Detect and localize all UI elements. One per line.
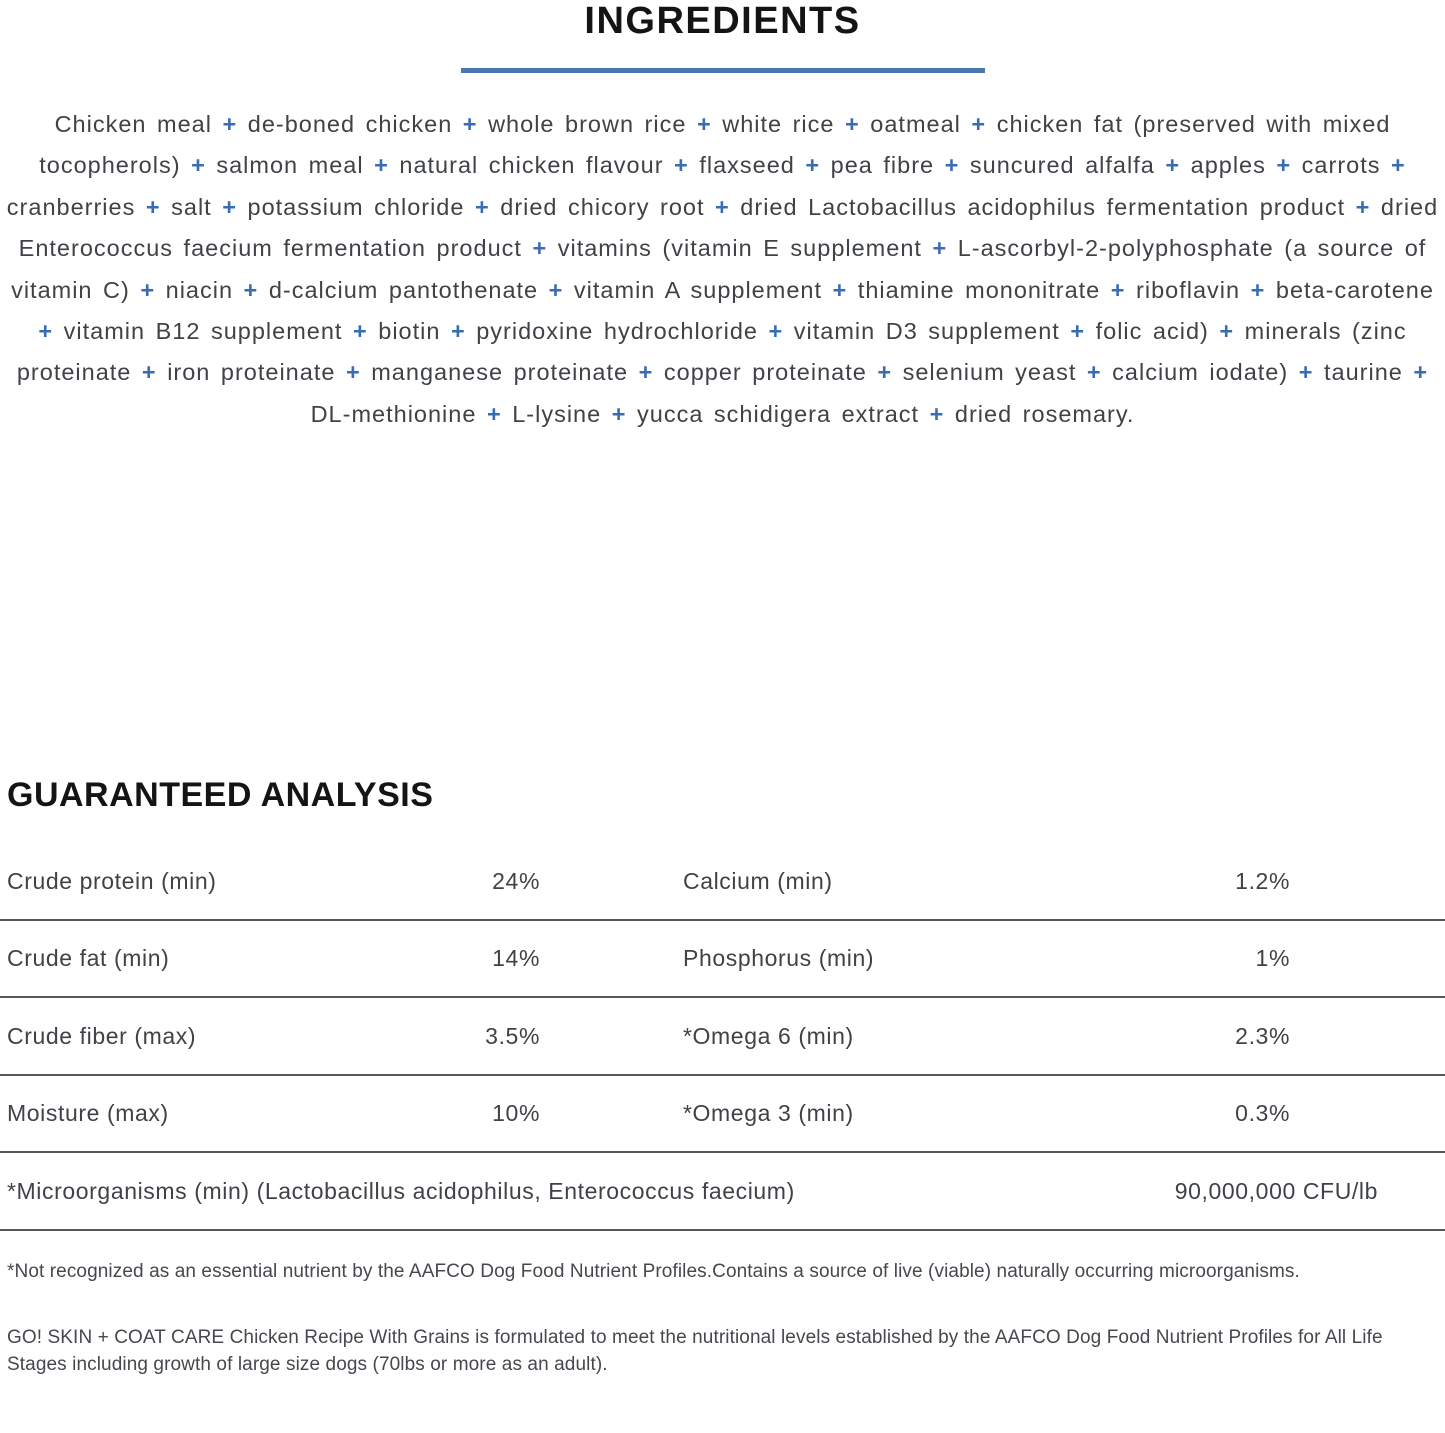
- footnote-formulation: GO! SKIN + COAT CARE Chicken Recipe With Grains is formulated to meet the nutritional levels established by the AAFCO Dog Food Nutrient Profiles for All Life Stages including growth of large size dogs (70lbs or more as an adult).: [7, 1326, 1383, 1376]
- plus-separator-icon: +: [452, 111, 489, 137]
- plus-separator-icon: +: [440, 318, 477, 345]
- plus-separator-icon: +: [1100, 276, 1137, 303]
- nutrient-value: 24%: [492, 867, 540, 894]
- nutrient-value: 10%: [492, 1100, 540, 1126]
- plus-separator-icon: +: [1402, 359, 1429, 386]
- plus-separator-icon: +: [1208, 318, 1245, 345]
- plus-separator-icon: +: [342, 318, 379, 345]
- plus-separator-icon: +: [180, 152, 217, 179]
- guaranteed-analysis-table: [0, 843, 1445, 1231]
- plus-separator-icon: +: [211, 111, 248, 137]
- nutrient-value: 90,000,000 CFU/lb: [1174, 1177, 1378, 1204]
- plus-separator-icon: +: [663, 152, 700, 179]
- plus-separator-icon: +: [1240, 276, 1276, 303]
- plus-separator-icon: +: [1345, 193, 1381, 220]
- plus-separator-icon: +: [1288, 359, 1324, 386]
- plus-separator-icon: +: [233, 276, 269, 303]
- plus-separator-icon: +: [794, 152, 831, 179]
- nutrient-label: *Omega 6 (min): [683, 1022, 854, 1049]
- analysis-row: [0, 921, 1445, 999]
- plus-separator-icon: +: [521, 235, 558, 262]
- nutrient-value: 1.2%: [1235, 867, 1290, 894]
- ingredients-text: Chicken meal + de-boned chicken + whole brown rice + white rice + oatmeal + chicken fat (preserved with mixed tocopherols) + salmon meal + natural chicken flavour + flaxseed + pea fibre + suncured alfalfa + apples + carrots + cranberries + salt + potassium chloride + dried chicory root + dried Lactobacillus acidophilus fermentation product + dried Enterococcus faecium fermentation product + vitamins (vitamin E supplement + L-ascorbyl-2-polyphosphate (a source of vitamin C) + niacin + d-calcium pantothenate + vitamin A supplement + thiamine mononitrate + riboflavin + beta-carotene + vitamin B12 supplement + biotin + pyridoxine hydrochloride + vitamin D3 supplement + folic acid) + minerals (zinc proteinate + iron proteinate + manganese proteinate + copper proteinate + selenium yeast + calcium iodate) + taurine + DL-methionine + L-lysine + yucca schidigera extract + dried rosemary.: [6, 111, 1439, 427]
- nutrient-value: 14%: [492, 945, 540, 971]
- plus-separator-icon: +: [1076, 359, 1113, 386]
- plus-separator-icon: +: [1059, 318, 1096, 345]
- nutrient-value: 1%: [1255, 945, 1290, 971]
- plus-separator-icon: +: [704, 193, 741, 220]
- microorganisms-row: [0, 1153, 1445, 1231]
- nutrient-label: Crude protein (min): [7, 867, 217, 894]
- plus-separator-icon: +: [960, 111, 997, 137]
- plus-separator-icon: +: [757, 318, 794, 345]
- plus-separator-icon: +: [129, 276, 166, 303]
- ingredients-title: INGREDIENTS: [584, 0, 861, 42]
- nutrient-value: 3.5%: [485, 1022, 540, 1049]
- nutrient-value: 0.3%: [1235, 1100, 1290, 1126]
- plus-separator-icon: +: [211, 193, 248, 220]
- nutrient-label: *Omega 3 (min): [683, 1100, 854, 1126]
- nutrient-label: Phosphorus (min): [683, 945, 875, 971]
- plus-separator-icon: +: [628, 359, 664, 386]
- guaranteed-analysis-section: [0, 775, 1445, 1379]
- nutrient-label: Crude fat (min): [7, 945, 170, 971]
- analysis-row: [0, 998, 1445, 1076]
- analysis-row: [0, 1076, 1445, 1154]
- plus-separator-icon: +: [363, 152, 400, 179]
- nutrient-label: *Microorganisms (min) (Lactobacillus acidophilus, Enterococcus faecium): [7, 1177, 795, 1204]
- plus-separator-icon: +: [834, 111, 871, 137]
- nutrient-value: 2.3%: [1235, 1022, 1290, 1049]
- nutrient-label: Crude fiber (max): [7, 1022, 197, 1049]
- plus-separator-icon: +: [921, 235, 958, 262]
- plus-separator-icon: +: [38, 318, 64, 345]
- plus-separator-icon: +: [538, 276, 574, 303]
- guaranteed-analysis-heading: GUARANTEED ANALYSIS: [7, 776, 434, 815]
- title-underline-divider: [461, 68, 985, 73]
- plus-separator-icon: +: [1265, 152, 1302, 179]
- plus-separator-icon: +: [1380, 152, 1406, 179]
- plus-separator-icon: +: [686, 111, 723, 137]
- plus-separator-icon: +: [601, 400, 637, 427]
- plus-separator-icon: +: [919, 400, 955, 427]
- plus-separator-icon: +: [934, 152, 970, 179]
- plus-separator-icon: +: [335, 359, 372, 386]
- footnote-aafco: *Not recognized as an essential nutrient by the AAFCO Dog Food Nutrient Profiles.Contains a source of live (viable) naturally occurring microorganisms.: [7, 1260, 1300, 1282]
- nutrient-label: Moisture (max): [7, 1100, 169, 1126]
- nutrient-label: Calcium (min): [683, 867, 833, 894]
- ingredients-section: [0, 0, 1445, 435]
- plus-separator-icon: +: [866, 359, 903, 386]
- plus-separator-icon: +: [1154, 152, 1191, 179]
- plus-separator-icon: +: [822, 276, 858, 303]
- plus-separator-icon: +: [476, 400, 513, 427]
- plus-separator-icon: +: [135, 193, 172, 220]
- plus-separator-icon: +: [464, 193, 501, 220]
- analysis-row: [0, 843, 1445, 921]
- plus-separator-icon: +: [131, 359, 168, 386]
